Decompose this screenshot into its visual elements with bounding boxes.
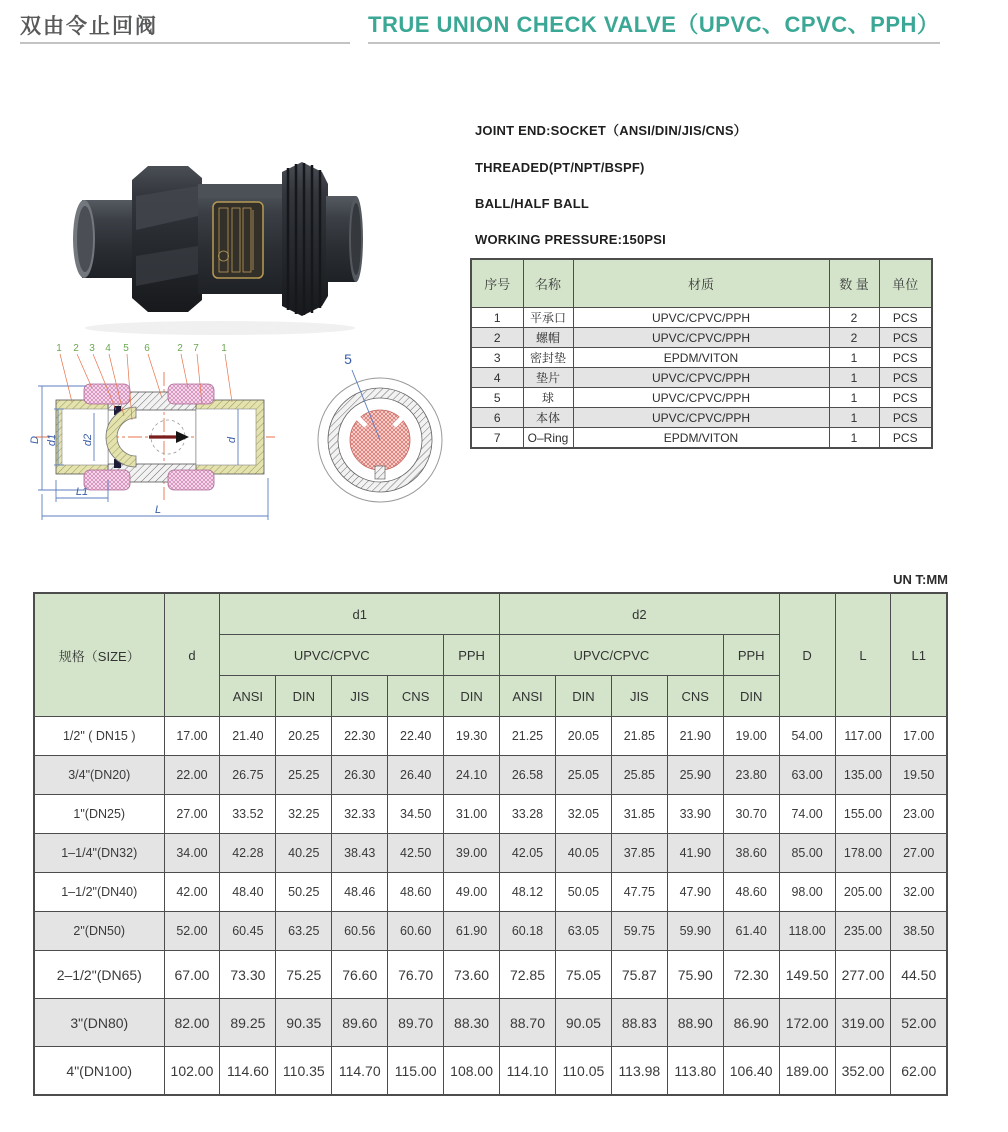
dim-table-row (34, 717, 947, 756)
value-cell: 61.90 (444, 912, 500, 951)
value-cell: 17.00 (891, 717, 947, 756)
value-cell: 20.05 (555, 717, 611, 756)
value-cell: 60.45 (220, 912, 276, 951)
value-cell: 54.00 (779, 717, 835, 756)
value-cell: 52.00 (891, 999, 947, 1047)
value-cell: 113.80 (667, 1047, 723, 1096)
title-underline-right (368, 42, 940, 44)
header-d1-ansi: ANSI (220, 676, 276, 717)
value-cell: 319.00 (835, 999, 891, 1047)
header-d1-jis: JIS (332, 676, 388, 717)
parts-cell: UPVC/CPVC/PPH (573, 328, 829, 348)
header-d1-pph-din: DIN (444, 676, 500, 717)
size-cell: 3/4"(DN20) (34, 756, 164, 795)
value-cell: 76.60 (332, 951, 388, 999)
value-cell: 172.00 (779, 999, 835, 1047)
callout-3: 3 (89, 343, 95, 354)
header-d1-cns: CNS (388, 676, 444, 717)
parts-cell: 2 (829, 308, 879, 328)
size-cell: 2"(DN50) (34, 912, 164, 951)
value-cell: 88.70 (500, 999, 556, 1047)
value-cell: 47.90 (667, 873, 723, 912)
header-d1-upvc-cpvc: UPVC/CPVC (220, 635, 444, 676)
value-cell: 114.10 (500, 1047, 556, 1096)
parts-header-material: 材质 (573, 259, 829, 308)
value-cell: 47.75 (611, 873, 667, 912)
header-d: d (164, 593, 220, 717)
dimensions-table (33, 592, 948, 1096)
parts-cell: 1 (829, 428, 879, 449)
value-cell: 72.30 (723, 951, 779, 999)
page-title-english: TRUE UNION CHECK VALVE（UPVC、CPVC、PPH） (368, 12, 940, 37)
page-title-chinese: 双由令止回阀 (20, 15, 158, 38)
parts-cell: PCS (879, 408, 932, 428)
callout-9: 1 (221, 343, 227, 354)
header-d2-pph: PPH (723, 635, 779, 676)
value-cell: 114.70 (332, 1047, 388, 1096)
parts-header-qty: 数 量 (829, 259, 879, 308)
dim-table-row (34, 1047, 947, 1096)
parts-table-row (471, 428, 932, 449)
header-L1: L1 (891, 593, 947, 717)
parts-cell: 球 (523, 388, 573, 408)
value-cell: 32.33 (332, 795, 388, 834)
parts-table-row (471, 368, 932, 388)
callout-4: 4 (105, 343, 111, 354)
value-cell: 24.10 (444, 756, 500, 795)
value-cell: 27.00 (891, 834, 947, 873)
header-d2-group: d2 (500, 593, 780, 635)
size-cell: 3"(DN80) (34, 999, 164, 1047)
parts-cell: UPVC/CPVC/PPH (573, 408, 829, 428)
dim-label-d1: d1 (46, 433, 58, 447)
value-cell: 110.05 (555, 1047, 611, 1096)
value-cell: 49.00 (444, 873, 500, 912)
value-cell: 33.90 (667, 795, 723, 834)
parts-table-row (471, 348, 932, 368)
parts-cell: 本体 (523, 408, 573, 428)
parts-cell: 1 (829, 368, 879, 388)
parts-cell: PCS (879, 328, 932, 348)
value-cell: 21.85 (611, 717, 667, 756)
value-cell: 34.50 (388, 795, 444, 834)
value-cell: 155.00 (835, 795, 891, 834)
value-cell: 60.56 (332, 912, 388, 951)
parts-cell: 1 (829, 388, 879, 408)
value-cell: 48.60 (723, 873, 779, 912)
value-cell: 25.90 (667, 756, 723, 795)
value-cell: 48.12 (500, 873, 556, 912)
value-cell: 23.80 (723, 756, 779, 795)
value-cell: 106.40 (723, 1047, 779, 1096)
callout-7: 2 (177, 343, 183, 354)
value-cell: 33.28 (500, 795, 556, 834)
value-cell: 33.52 (220, 795, 276, 834)
value-cell: 75.25 (276, 951, 332, 999)
dim-table-row (34, 795, 947, 834)
header-D: D (779, 593, 835, 717)
value-cell: 42.50 (388, 834, 444, 873)
value-cell: 22.30 (332, 717, 388, 756)
parts-cell: 密封垫 (523, 348, 573, 368)
parts-table-row (471, 328, 932, 348)
callout-8: 7 (193, 343, 199, 354)
header-d2-ansi: ANSI (500, 676, 556, 717)
parts-cell: PCS (879, 368, 932, 388)
product-photo-valve (70, 138, 365, 338)
parts-header-row (471, 259, 932, 308)
value-cell: 20.25 (276, 717, 332, 756)
parts-cell: PCS (879, 348, 932, 368)
value-cell: 26.40 (388, 756, 444, 795)
parts-cell: 2 (471, 328, 523, 348)
header-d2-pph-din: DIN (723, 676, 779, 717)
parts-header-unit: 单位 (879, 259, 932, 308)
value-cell: 62.00 (891, 1047, 947, 1096)
parts-cell: 平承口 (523, 308, 573, 328)
value-cell: 44.50 (891, 951, 947, 999)
value-cell: 90.05 (555, 999, 611, 1047)
value-cell: 352.00 (835, 1047, 891, 1096)
ball-view-label: 5 (344, 351, 352, 367)
value-cell: 60.18 (500, 912, 556, 951)
value-cell: 27.00 (164, 795, 220, 834)
value-cell: 189.00 (779, 1047, 835, 1096)
value-cell: 21.40 (220, 717, 276, 756)
value-cell: 110.35 (276, 1047, 332, 1096)
parts-cell: 1 (829, 348, 879, 368)
value-cell: 115.00 (388, 1047, 444, 1096)
parts-cell: 螺帽 (523, 328, 573, 348)
value-cell: 25.05 (555, 756, 611, 795)
header-d1-pph: PPH (444, 635, 500, 676)
header-L: L (835, 593, 891, 717)
parts-cell: 3 (471, 348, 523, 368)
dim-label-D: D (29, 436, 41, 444)
parts-cell: EPDM/VITON (573, 428, 829, 449)
value-cell: 31.85 (611, 795, 667, 834)
parts-cell: UPVC/CPVC/PPH (573, 368, 829, 388)
callout-1: 1 (56, 343, 62, 354)
parts-header-name: 名称 (523, 259, 573, 308)
value-cell: 60.60 (388, 912, 444, 951)
parts-cell: 6 (471, 408, 523, 428)
parts-cell: 1 (471, 308, 523, 328)
value-cell: 102.00 (164, 1047, 220, 1096)
value-cell: 61.40 (723, 912, 779, 951)
value-cell: 25.85 (611, 756, 667, 795)
value-cell: 67.00 (164, 951, 220, 999)
parts-table-row (471, 408, 932, 428)
value-cell: 108.00 (444, 1047, 500, 1096)
parts-cell: PCS (879, 428, 932, 449)
value-cell: 25.25 (276, 756, 332, 795)
parts-cell: 7 (471, 428, 523, 449)
value-cell: 19.00 (723, 717, 779, 756)
dim-table-row (34, 912, 947, 951)
value-cell: 75.87 (611, 951, 667, 999)
value-cell: 86.90 (723, 999, 779, 1047)
value-cell: 88.83 (611, 999, 667, 1047)
value-cell: 75.05 (555, 951, 611, 999)
value-cell: 63.00 (779, 756, 835, 795)
value-cell: 31.00 (444, 795, 500, 834)
size-cell: 1/2" ( DN15 ) (34, 717, 164, 756)
value-cell: 32.05 (555, 795, 611, 834)
value-cell: 89.25 (220, 999, 276, 1047)
title-underline-left (20, 42, 350, 44)
value-cell: 48.46 (332, 873, 388, 912)
dim-label-L1: L1 (75, 486, 89, 498)
parts-cell: 2 (829, 328, 879, 348)
value-cell: 73.30 (220, 951, 276, 999)
technical-drawing (28, 340, 473, 535)
value-cell: 30.70 (723, 795, 779, 834)
value-cell: 22.00 (164, 756, 220, 795)
value-cell: 90.35 (276, 999, 332, 1047)
dim-label-L: L (154, 504, 162, 516)
parts-header-no: 序号 (471, 259, 523, 308)
dim-table-row (34, 756, 947, 795)
value-cell: 26.30 (332, 756, 388, 795)
value-cell: 72.85 (500, 951, 556, 999)
dim-label-d: d (226, 436, 238, 444)
header-d2-jis: JIS (611, 676, 667, 717)
dim-table-row (34, 951, 947, 999)
header-d1-group: d1 (220, 593, 500, 635)
value-cell: 74.00 (779, 795, 835, 834)
parts-cell: EPDM/VITON (573, 348, 829, 368)
value-cell: 73.60 (444, 951, 500, 999)
value-cell: 88.30 (444, 999, 500, 1047)
value-cell: 21.90 (667, 717, 723, 756)
parts-cell: 1 (829, 408, 879, 428)
value-cell: 85.00 (779, 834, 835, 873)
size-cell: 4"(DN100) (34, 1047, 164, 1096)
value-cell: 76.70 (388, 951, 444, 999)
value-cell: 89.60 (332, 999, 388, 1047)
dim-table-row (34, 834, 947, 873)
value-cell: 26.75 (220, 756, 276, 795)
value-cell: 42.05 (500, 834, 556, 873)
value-cell: 89.70 (388, 999, 444, 1047)
value-cell: 19.30 (444, 717, 500, 756)
size-cell: 1–1/2"(DN40) (34, 873, 164, 912)
value-cell: 42.28 (220, 834, 276, 873)
value-cell: 50.25 (276, 873, 332, 912)
size-cell: 1"(DN25) (34, 795, 164, 834)
value-cell: 235.00 (835, 912, 891, 951)
callout-2: 2 (73, 343, 79, 354)
value-cell: 59.75 (611, 912, 667, 951)
value-cell: 41.90 (667, 834, 723, 873)
spec-joint-end: JOINT END:SOCKET（ANSI/DIN/JIS/CNS） (475, 123, 747, 138)
value-cell: 48.40 (220, 873, 276, 912)
value-cell: 82.00 (164, 999, 220, 1047)
value-cell: 42.00 (164, 873, 220, 912)
size-cell: 2–1/2"(DN65) (34, 951, 164, 999)
parts-table-row (471, 308, 932, 328)
value-cell: 34.00 (164, 834, 220, 873)
value-cell: 39.00 (444, 834, 500, 873)
header-d2-upvc-cpvc: UPVC/CPVC (500, 635, 724, 676)
parts-cell: 4 (471, 368, 523, 388)
header-d2-cns: CNS (667, 676, 723, 717)
value-cell: 22.40 (388, 717, 444, 756)
value-cell: 38.50 (891, 912, 947, 951)
value-cell: 149.50 (779, 951, 835, 999)
value-cell: 19.50 (891, 756, 947, 795)
parts-cell: PCS (879, 388, 932, 408)
ball-end-view (318, 351, 442, 502)
unit-note: UN T:MM (893, 572, 948, 587)
parts-cell: 垫片 (523, 368, 573, 388)
value-cell: 21.25 (500, 717, 556, 756)
parts-cell: UPVC/CPVC/PPH (573, 308, 829, 328)
spec-threaded: THREADED(PT/NPT/BSPF) (475, 160, 645, 175)
value-cell: 32.25 (276, 795, 332, 834)
value-cell: 88.90 (667, 999, 723, 1047)
value-cell: 63.05 (555, 912, 611, 951)
dim-table-row (34, 999, 947, 1047)
callout-5: 5 (123, 343, 129, 354)
value-cell: 178.00 (835, 834, 891, 873)
size-cell: 1–1/4"(DN32) (34, 834, 164, 873)
value-cell: 38.60 (723, 834, 779, 873)
value-cell: 23.00 (891, 795, 947, 834)
dim-label-d2: d2 (82, 433, 94, 447)
spec-ball: BALL/HALF BALL (475, 196, 589, 211)
value-cell: 98.00 (779, 873, 835, 912)
value-cell: 63.25 (276, 912, 332, 951)
value-cell: 37.85 (611, 834, 667, 873)
value-cell: 118.00 (779, 912, 835, 951)
value-cell: 205.00 (835, 873, 891, 912)
parts-cell: O–Ring (523, 428, 573, 449)
value-cell: 50.05 (555, 873, 611, 912)
value-cell: 32.00 (891, 873, 947, 912)
value-cell: 277.00 (835, 951, 891, 999)
value-cell: 52.00 (164, 912, 220, 951)
value-cell: 113.98 (611, 1047, 667, 1096)
header-size: 规格（SIZE） (34, 593, 164, 717)
value-cell: 59.90 (667, 912, 723, 951)
header-d1-din: DIN (276, 676, 332, 717)
parts-table (470, 258, 933, 449)
value-cell: 26.58 (500, 756, 556, 795)
header-d2-din: DIN (555, 676, 611, 717)
value-cell: 38.43 (332, 834, 388, 873)
spec-list (475, 120, 747, 268)
parts-table-row (471, 388, 932, 408)
value-cell: 48.60 (388, 873, 444, 912)
callout-6: 6 (144, 343, 150, 354)
value-cell: 40.05 (555, 834, 611, 873)
value-cell: 117.00 (835, 717, 891, 756)
dim-header-row-1 (34, 593, 947, 635)
value-cell: 40.25 (276, 834, 332, 873)
parts-cell: 5 (471, 388, 523, 408)
value-cell: 75.90 (667, 951, 723, 999)
parts-cell: UPVC/CPVC/PPH (573, 388, 829, 408)
value-cell: 114.60 (220, 1047, 276, 1096)
value-cell: 17.00 (164, 717, 220, 756)
spec-working-pressure: WORKING PRESSURE:150PSI (475, 232, 666, 247)
value-cell: 135.00 (835, 756, 891, 795)
dim-table-row (34, 873, 947, 912)
parts-cell: PCS (879, 308, 932, 328)
